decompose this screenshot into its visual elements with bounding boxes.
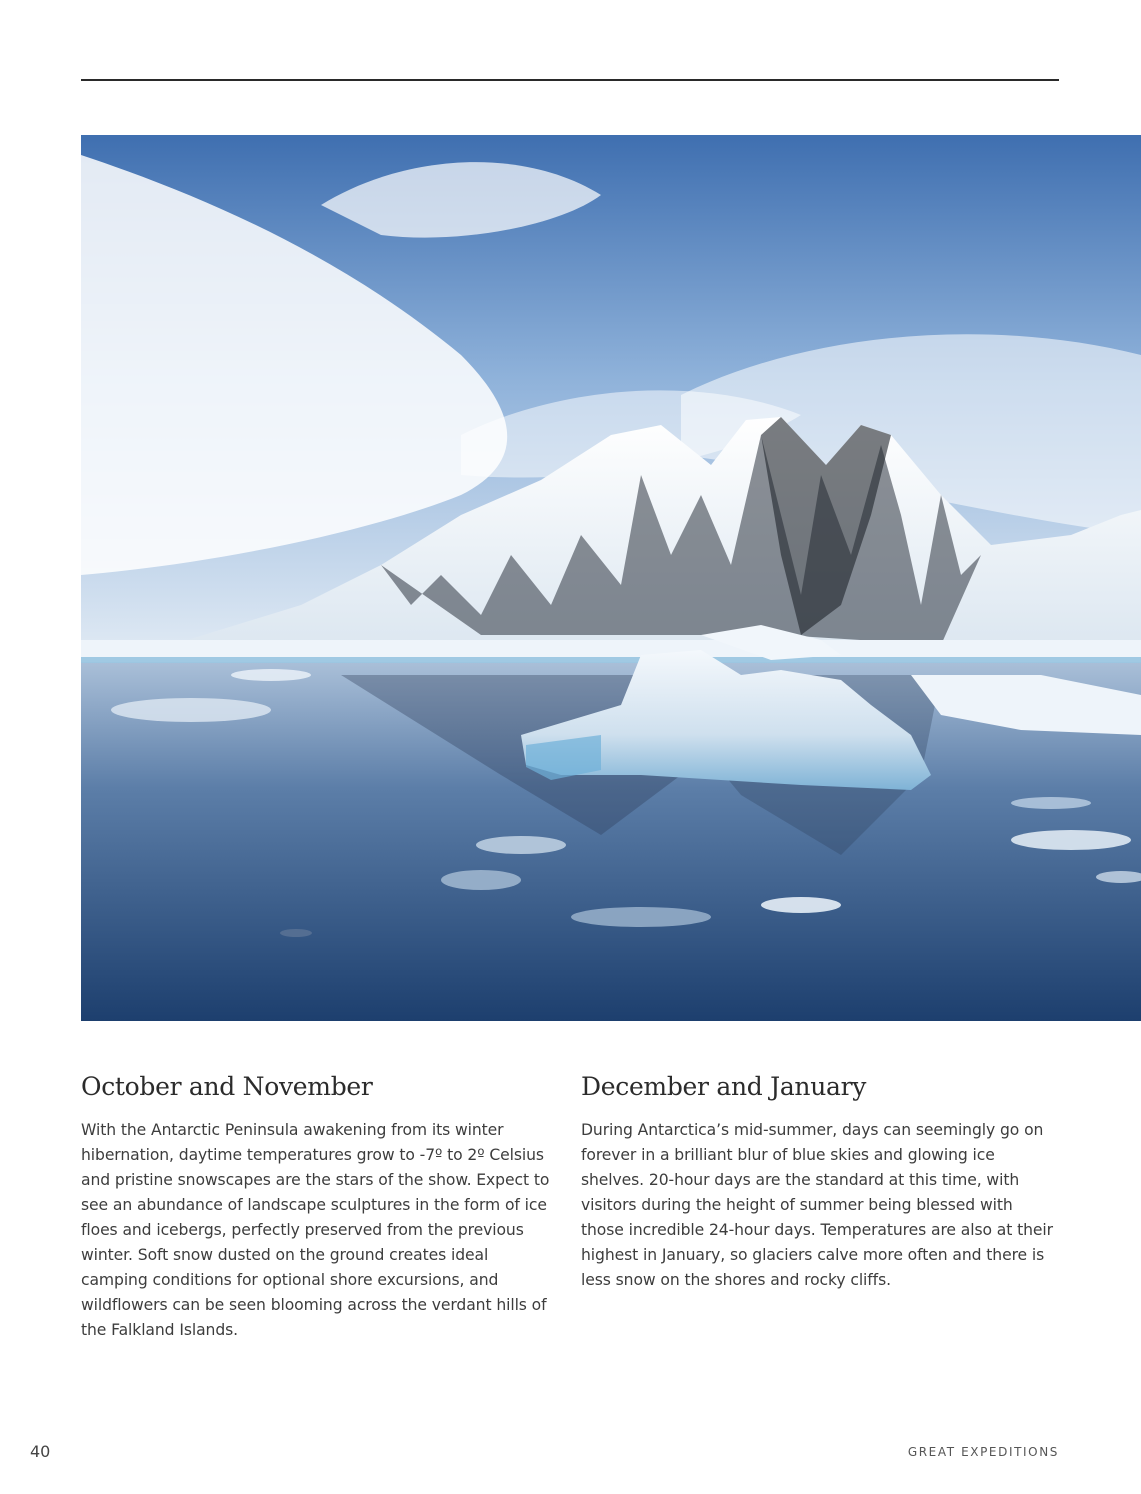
section-heading: October and November bbox=[81, 1072, 373, 1101]
top-rule bbox=[81, 79, 1059, 81]
section-december-january bbox=[581, 1070, 1059, 1293]
antarctic-landscape-photo bbox=[81, 135, 1141, 1021]
section-heading: December and January bbox=[581, 1072, 867, 1101]
section-october-november bbox=[81, 1070, 559, 1343]
section-body: During Antarctica’s mid-summer, days can seemingly go on forever in a brilliant blur of blue skies and glowing ice shelves. 20-hour days are the standard at this time, with visitors during the height of summer being blessed with those incredible 24-hour days. Temperatures are also at their highest in January, so glaciers calve more often and there is less snow on the shores and rocky cliffs. bbox=[581, 1121, 1053, 1289]
section-body: With the Antarctic Peninsula awakening from its winter hibernation, daytime temperatures grow to -7º to 2º Celsius and pristine snowscapes are the stars of the show. Expect to see an abundance of landscape sculptures in the form of ice floes and icebergs, perfectly preserved from the previous winter. Soft snow dusted on the ground creates ideal camping conditions for optional shore excursions, and wildflowers can be seen blooming across the verdant hills of the Falkland Islands. bbox=[81, 1121, 550, 1339]
page-number: 40 bbox=[30, 1442, 51, 1461]
publication-title: GREAT EXPEDITIONS bbox=[907, 1445, 1059, 1459]
